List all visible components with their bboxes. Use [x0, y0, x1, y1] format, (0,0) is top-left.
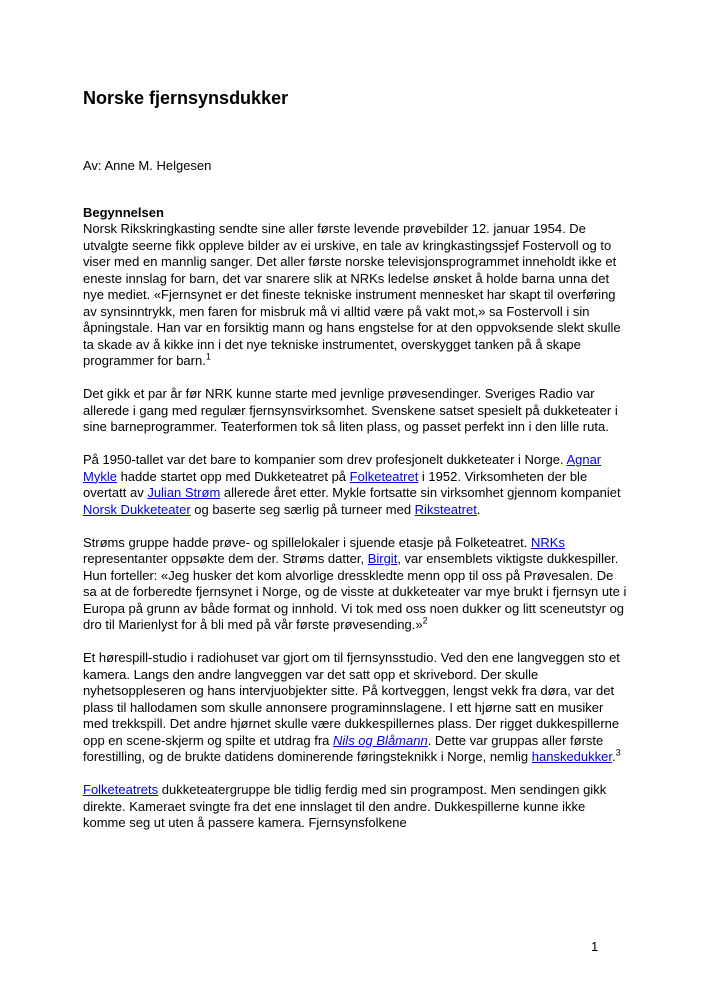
text-run: i 1952. Virksomheten der ble overtatt av: [83, 468, 588, 500]
text-link[interactable]: Norsk Dukketeater: [83, 501, 191, 517]
text-run: Et hørespill-studio i radiohuset var gjort om til fjernsynsstudio. Ved den ene langveggen sto et kamera. Langs den andre langveggen var det satt opp et skrivebord. Der skulle nyhetsoppleseren og hans intervjuobjekter sitte. På kortveggen, lengst vekk fra døra, var det plass til hallodamen som skulle annonsere programinnslagene. I ett hjørne satt en musiker med trekkspill. Det andre hjørnet skulle være dukkespillernes plass. Der rigget dukkespillerne opp en scene-skjerm og spilte et utdrag fra: [83, 650, 620, 748]
paragraph: [83, 535, 630, 634]
byline: Av: Anne M. Helgesen: [83, 158, 212, 173]
text-run: Norsk Rikskringkasting sendte sine aller første levende prøvebilder 12. januar 1954. De utvalgte seerne fikk oppleve bilder av ei urskive, en tale av kringkastingssjef Fostervoll og to viser med en mannlig sanger. Det aller første norske televisjonsprogrammet inneholdt ikke et eneste innslag for barn, det var snarere slik at NRKs ledelse ønsket å holde barna unna det nye mediet. «Fjernsynet er det fineste tekniske instrument mennesket har skapt til overføring av synsinntrykk, men faren for misbruk må vi alltid være på vakt mot,» sa Fostervoll i sin åpningstale. Han var en forsiktig mann og hans engstelse for at den oppvoksende slekt skulle ta skade av å kikke inn i det nye tekniske instrumentet, overskygget tanken på å skape programmer for barn.: [83, 221, 621, 368]
text-run: På 1950-tallet var det bare to kompanier som drev profesjonelt dukketeater i Norge.: [83, 452, 567, 467]
document-title: Norske fjernsynsdukker: [83, 88, 289, 108]
text-run: , var ensemblets viktigste dukkespiller. Hun forteller: «Jeg husker det kom alvorlige dresskledte menn opp til oss på Prøvesalen. De sa at de forberedte fjernsynet i Norge, og de visste at dukketeater var mye brukt i fjernsyn ute i Europa på grunn av både format og innhold. Vi tok med oss noen dukker og litt sceneutstyr og dro til Marienlyst for å bli med på vår første prøvesending.»: [83, 551, 627, 632]
text-run: Det gikk et par år før NRK kunne starte med jevnlige prøvesendinger. Sveriges Radio var allerede i gang med regulær fjernsynsvirksomhet. Svenskene satset spesielt på dukketeater i sine barneprogrammer. Teaterformen tok så liten plass, og passet perfekt inn i den lille ruta.: [83, 386, 618, 434]
footnote-ref: 1: [205, 351, 211, 362]
page-number: 1: [591, 939, 599, 954]
text-link[interactable]: Folketeatrets: [83, 782, 159, 797]
text-run: representanter oppsøkte dem der. Strøms datter,: [83, 551, 368, 566]
paragraph: [83, 221, 630, 370]
text-run: og baserte seg særlig på turneer med: [190, 501, 415, 517]
paragraph: [83, 386, 630, 436]
text-run: .: [611, 749, 616, 764]
document-page: [83, 88, 630, 848]
text-link[interactable]: Agnar Mykle: [83, 452, 602, 484]
text-link[interactable]: Julian Strøm: [147, 485, 221, 500]
text-run: allerede året etter. Mykle fortsatte sin virksomhet gjennom kompaniet: [220, 485, 621, 500]
document-body: [83, 221, 630, 832]
section-heading: Begynnelsen: [83, 204, 164, 220]
text-run: .: [476, 501, 481, 517]
text-run: dukketeatergruppe ble tidlig ferdig med sin programpost. Men sendingen gikk direkte. Kameraet svingte fra det ene innslaget til den andre. Dukkespillerne kunne ikke komme seg ut uten å passere kamera. Fjernsynsfolkene: [83, 782, 607, 830]
text-run: Strøms gruppe hadde prøve- og spillelokaler i sjuende etasje på Folketeatret.: [83, 534, 532, 550]
text-link[interactable]: Birgit: [367, 551, 398, 566]
paragraph: [83, 452, 630, 518]
text-link[interactable]: Folketeatret: [349, 468, 419, 484]
paragraph: [83, 650, 630, 766]
text-link[interactable]: Riksteatret: [414, 501, 477, 517]
text-link[interactable]: NRKs: [531, 534, 565, 550]
footnote-ref: 2: [422, 615, 428, 626]
text-link[interactable]: hanskedukker: [531, 749, 612, 764]
text-run: hadde startet opp med Dukketeatret på: [116, 468, 350, 484]
paragraph: [83, 782, 630, 832]
text-link[interactable]: Nils og Blåmann: [333, 732, 428, 748]
footnote-ref: 3: [615, 747, 621, 758]
text-run: . Dette var gruppas aller første forestilling, og de brukte datidens dominerende føringsteknikk i Norge, nemlig: [83, 732, 604, 764]
